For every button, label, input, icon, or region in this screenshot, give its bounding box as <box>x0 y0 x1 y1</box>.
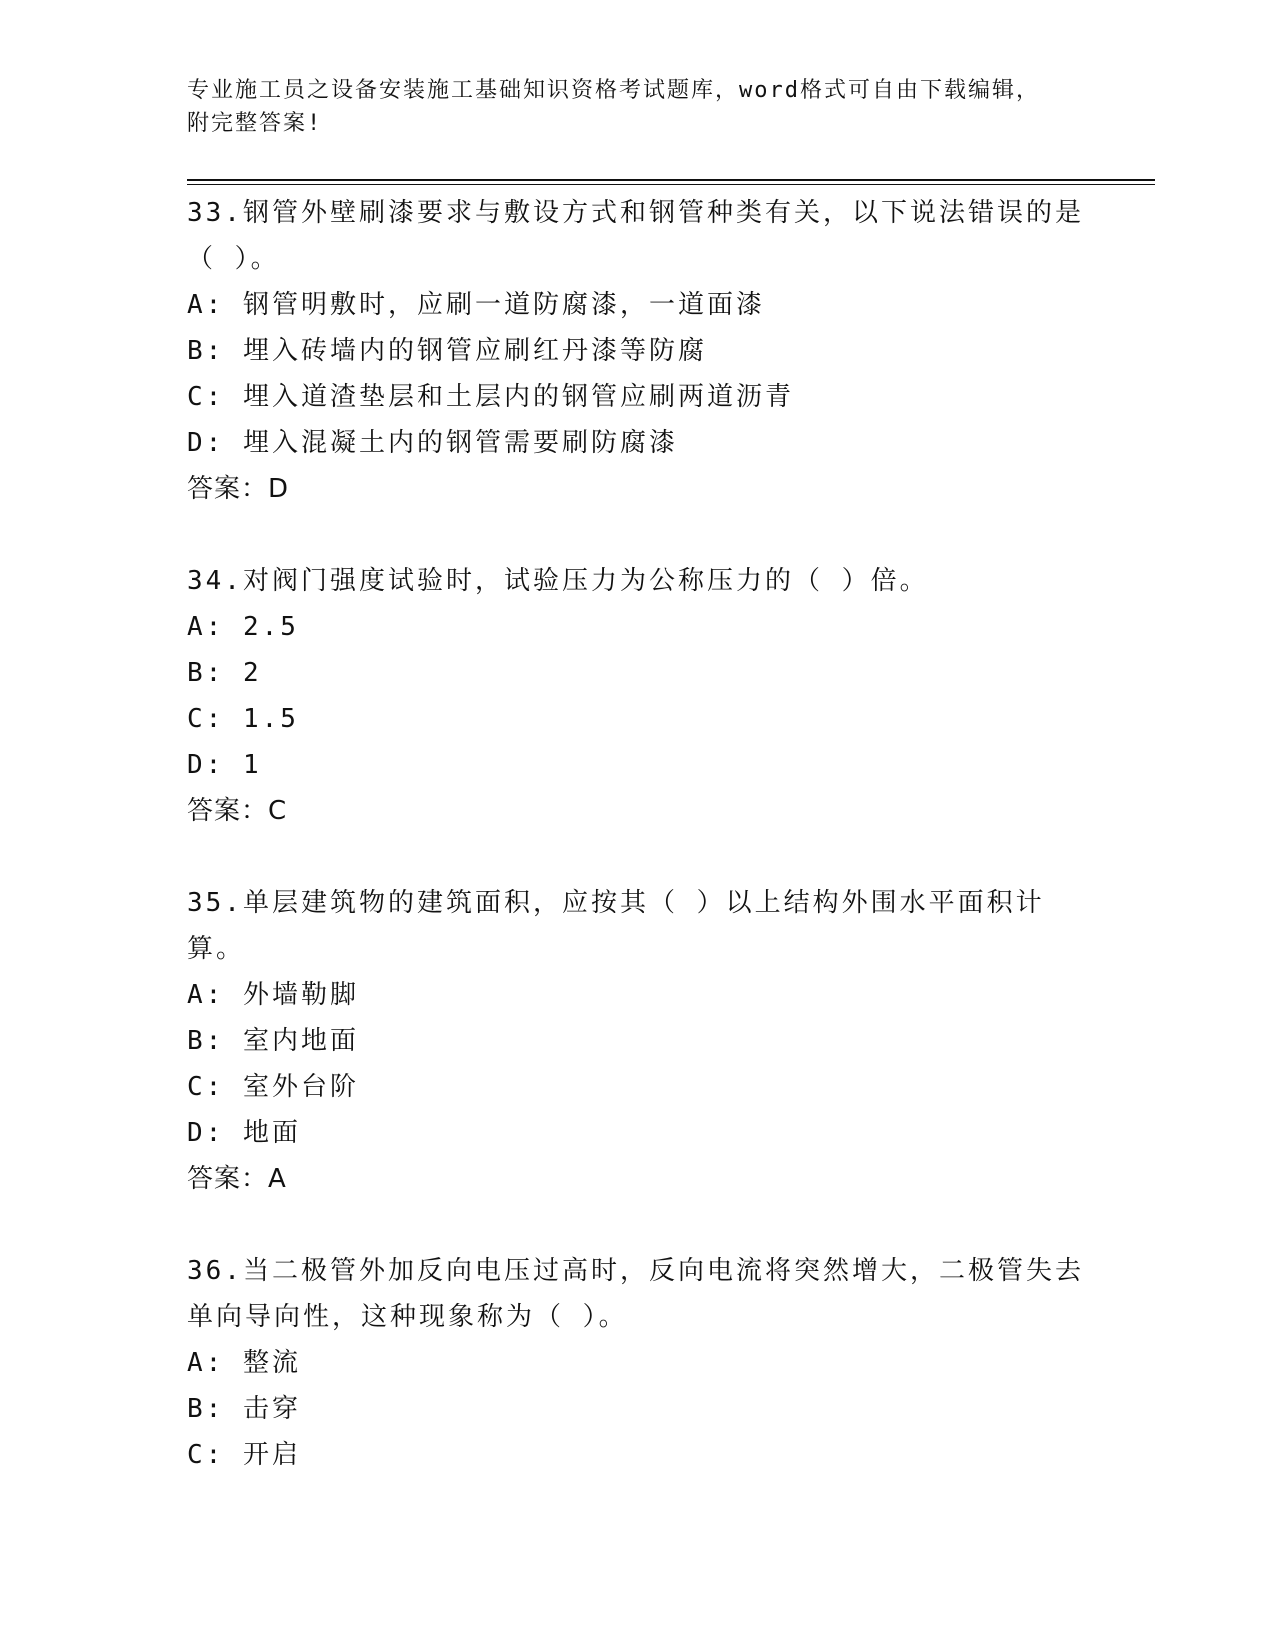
option-d: D: 1 <box>187 750 262 780</box>
question-33 <box>187 190 1087 512</box>
question-34 <box>187 558 1087 834</box>
option-a: A: 外墙勒脚 <box>187 980 359 1010</box>
question-stem: 36.当二极管外加反向电压过高时，反向电流将突然增大，二极管失去单向导向性，这种现象称为（ ）。 <box>187 1256 1084 1332</box>
option-c: C: 开启 <box>187 1440 301 1470</box>
option-b: B: 击穿 <box>187 1394 301 1424</box>
option-b: B: 2 <box>187 658 262 688</box>
option-d: D: 地面 <box>187 1118 301 1148</box>
option-a: A: 整流 <box>187 1348 301 1378</box>
option-b: B: 室内地面 <box>187 1026 359 1056</box>
question-35 <box>187 880 1087 1202</box>
answer: 答案：C <box>187 796 288 826</box>
question-list <box>187 190 1087 1524</box>
option-c: C: 1.5 <box>187 704 299 734</box>
option-c: C: 室外台阶 <box>187 1072 359 1102</box>
question-stem: 34.对阀门强度试验时，试验压力为公称压力的（ ）倍。 <box>187 566 929 596</box>
option-a: A: 2.5 <box>187 612 299 642</box>
header-line-2: 附完整答案! <box>187 111 323 136</box>
answer: 答案：A <box>187 1164 287 1194</box>
header-line-1: 专业施工员之设备安装施工基础知识资格考试题库，word格式可自由下载编辑， <box>187 78 1040 103</box>
answer: 答案：D <box>187 474 290 504</box>
option-b: B: 埋入砖墙内的钢管应刷红丹漆等防腐 <box>187 336 707 366</box>
option-c: C: 埋入道渣垫层和土层内的钢管应刷两道沥青 <box>187 382 794 412</box>
document-header <box>187 74 1087 140</box>
question-stem: 35.单层建筑物的建筑面积，应按其（ ）以上结构外围水平面积计算。 <box>187 888 1045 964</box>
header-divider-thin <box>187 184 1155 185</box>
question-36 <box>187 1248 1087 1478</box>
option-d: D: 埋入混凝土内的钢管需要刷防腐漆 <box>187 428 678 458</box>
header-divider-thick <box>187 179 1155 181</box>
question-stem: 33.钢管外壁刷漆要求与敷设方式和钢管种类有关，以下说法错误的是（ ）。 <box>187 198 1084 274</box>
option-a: A: 钢管明敷时，应刷一道防腐漆，一道面漆 <box>187 290 765 320</box>
